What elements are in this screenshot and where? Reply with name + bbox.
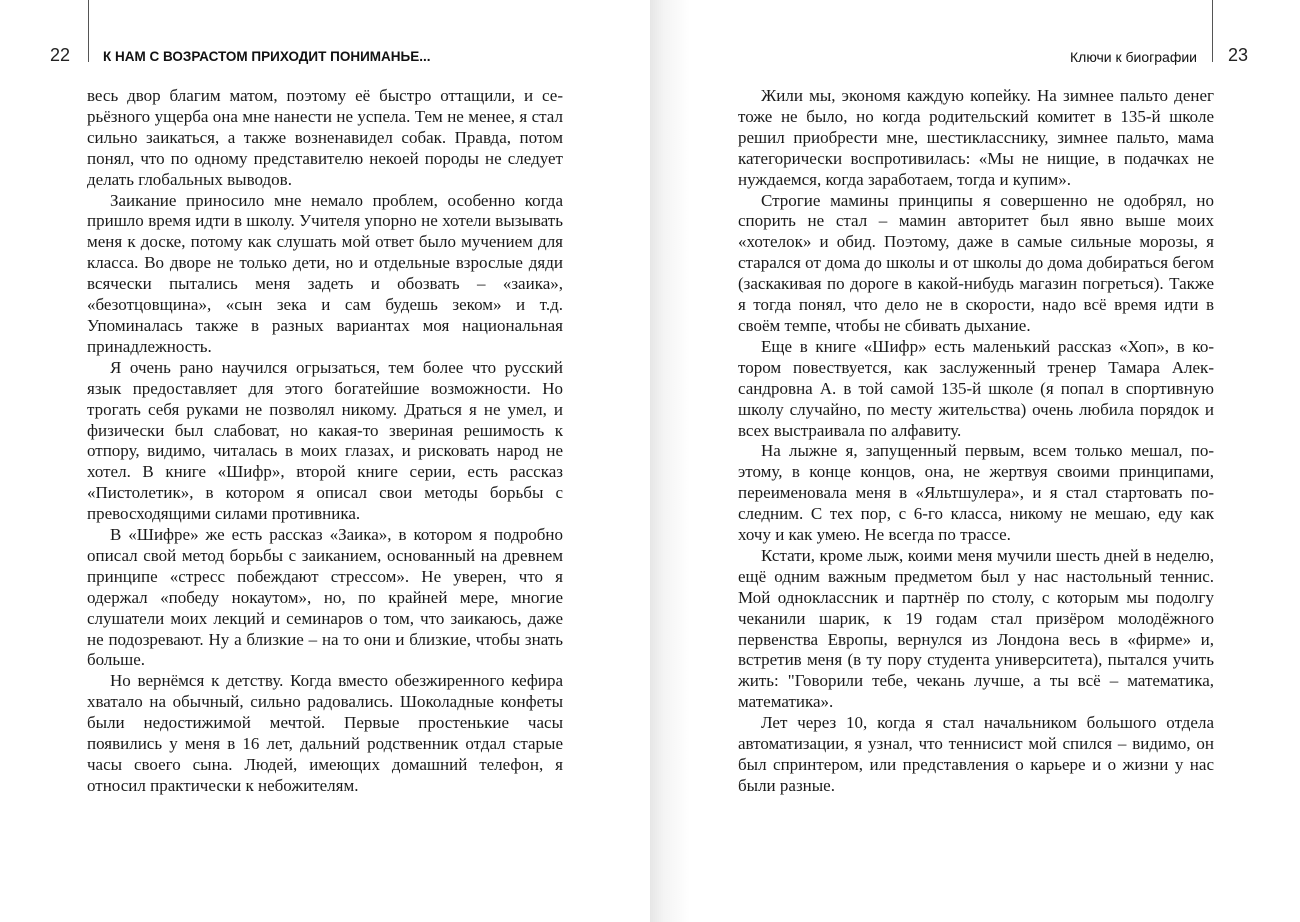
right-body-text	[738, 86, 1214, 797]
left-paragraph-2: Заикание приносило мне немало проблем, особенно когда пришло время идти в школу. Учителя упорно не хотели вызывать меня к доске, потому как слушать мой ответ было мучением для класса. Во дворе не только дети, но и отдельные взрослые дяди всячески пытались меня задеть и обозвать – «заика», «безотцовщина», «сын зека и сам будешь зеком» и т.д. Упоминалась также в разных вариантах моя национальная принадлежность.	[87, 190, 563, 356]
left-body-text	[87, 86, 563, 797]
left-header-rule	[88, 0, 89, 62]
left-page-number: 22	[50, 45, 71, 65]
left-paragraph-4: В «Шифре» же есть рассказ «Заика», в котором я подробно описал свой метод борьбы с заиканием, основанный на древнем принципе «стресс побеждают стрессом». Не уверен, что я одержал «победу нокаутом», но, по крайней мере, многие слушатели моих лекций и семинаров о том, что заикаюсь, даже не подозревают. Ну а близкие – на то они и близкие, чтобы знать больше.	[87, 525, 563, 670]
left-paragraph-1: весь двор благим матом, поэтому её быстро оттащили, и серьёзного ущерба она мне нанести не успела. Тем не менее, я стал сильно заикаться, а также возненавидел собак. Правда, потом понял, что по одному представителю некоей породы не следует делать глобальных выводов.	[87, 86, 563, 189]
right-paragraph-3: Еще в книге «Шифр» есть маленький рассказ «Хоп», в котором повествуется, как заслуженный тренер Тамара Александровна А. в той самой 135-й школе (я попал в спортивную школу случайно, по месту жительства) очень любила порядок и всех выстраивала по алфавиту.	[738, 336, 1214, 440]
right-paragraph-1: Жили мы, экономя каждую копейку. На зимнее пальто денег тоже не было, но когда родительский комитет в 135-й школе решил приобрести мне, шестикласснику, зимнее пальто, мама категорически воспротивилась: «Мы не нищие, в подачках не нуждаемся, когда заработаем, тогда и купим».	[738, 86, 1214, 189]
right-page-number: 23	[1228, 45, 1249, 65]
right-paragraph-4: На лыжне я, запущенный первым, всем только мешал, поэтому, в конце концов, она, не жертвуя своими принципами, переименовала меня в «Яльтшулера», и я стал стартовать последним. С тех пор, с 6-го класса, никому не мешаю, еду как хочу и как умею. Не всегда по трассе.	[738, 441, 1214, 545]
right-paragraph-2: Строгие мамины принципы я совершенно не одобрял, но спорить не стал – мамин авторитет был явно выше моих «хотелок» и обид. Поэтому, даже в самые сильные морозы, я старался от дома до школы и от школы до дома добираться бегом (заскакивая по дороге в какой-нибудь магазин погреться). Также я тогда понял, что дело не в скорости, надо всё время идти в своём темпе, чтобы не сбивать дыхание.	[738, 190, 1214, 335]
left-paragraph-3: Я очень рано научился огрызаться, тем более что русский язык предоставляет для этого богатейшие возможности. Но трогать себя руками не позволял никому. Драться я не умел, и физически был слабоват, но какая-то звериная решимость к отпору, видимо, читалась в моих глазах, и рисковать народ не хотел. В книге «Шифр», второй книге серии, есть рассказ «Пистолетик», в котором я описал свои методы борьбы с превосходящими силами противника.	[87, 357, 563, 524]
left-running-head: К НАМ С ВОЗРАСТОМ ПРИХОДИТ ПОНИМАНЬЕ...	[103, 49, 431, 64]
right-page	[650, 0, 1300, 922]
right-paragraph-5: Кстати, кроме лыж, коими меня мучили шесть дней в неделю, ещё одним важным предметом был у нас настольный теннис. Мой одноклассник и партнёр по столу, с которым мы подолгу чеканили шарик, к 19 годам стал призёром молодёжного первенства Европы, вернулся из Лондона весь в «фирме» и, встретив меня (в ту пору студента университета), пытался учить жить: "Говорили тебе, чекань лучше, а ты всё – математика, математика».	[738, 545, 1214, 712]
right-paragraph-6: Лет через 10, когда я стал начальником большого отдела автоматизации, я узнал, что теннисист мой спился – видимо, он был спринтером, или представления о карьере и о жизни у нас были разные.	[738, 713, 1214, 795]
right-header-rule	[1212, 0, 1213, 62]
left-paragraph-5: Но вернёмся к детству. Когда вместо обезжиренного кефира хватало на обычный, сильно радовались. Шоколадные конфеты были недостижимой мечтой. Первые простенькие часы появились у меня в 16 лет, дальний родственник отдал старые часы своего сына. Людей, имеющих домашний телефон, я относил практически к небожителям.	[87, 671, 563, 795]
right-running-head: Ключи к биографии	[1070, 49, 1197, 65]
